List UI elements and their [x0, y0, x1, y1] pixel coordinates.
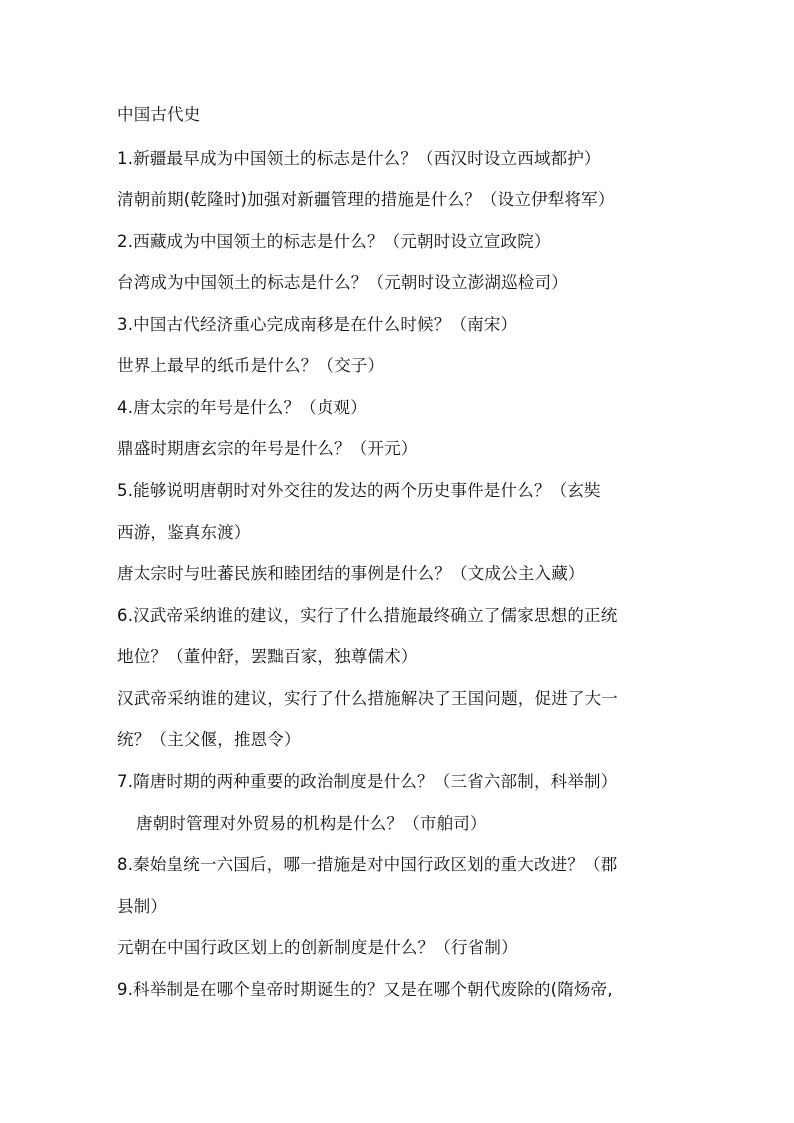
text-line: 清朝前期(乾隆时)加强对新疆管理的措施是什么？（设立伊犁将军）	[117, 190, 615, 209]
text-line: 4.唐太宗的年号是什么？（贞观）	[117, 398, 367, 417]
text-line: 汉武帝采纳谁的建议，实行了什么措施解决了王国问题，促进了大一	[117, 689, 618, 708]
text-line: 9.科举制是在哪个皇帝时期诞生的？又是在哪个朝代废除的(隋炀帝,	[117, 980, 613, 999]
text-line: 1.新疆最早成为中国领土的标志是什么？（西汉时设立西域都护）	[117, 149, 601, 168]
text-line: 世界上最早的纸币是什么？（交子）	[117, 356, 385, 375]
text-line: 3.中国古代经济重心完成南移是在什么时候？（南宋）	[117, 315, 518, 334]
text-line: 西游，鉴真东渡）	[117, 523, 251, 542]
text-line: 地位？（董仲舒，罢黜百家，独尊儒术）	[117, 647, 418, 666]
text-line: 台湾成为中国领土的标志是什么？（元朝时设立澎湖巡检司）	[117, 273, 568, 292]
text-line: 统？（主父偃，推恩令）	[117, 730, 301, 749]
page-title: 中国古代史	[117, 105, 201, 124]
text-line: 8.秦始皇统一六国后，哪一措施是对中国行政区划的重大改进？（郡	[117, 855, 618, 874]
text-line: 元朝在中国行政区划上的创新制度是什么？（行省制）	[117, 938, 518, 957]
text-line: 5.能够说明唐朝时对外交往的发达的两个历史事件是什么？（玄奘	[117, 481, 601, 500]
text-line: 县制）	[117, 897, 168, 916]
text-line: 7.隋唐时期的两种重要的政治制度是什么？（三省六部制，科举制）	[117, 772, 618, 791]
text-line: 唐太宗时与吐蕃民族和睦团结的事例是什么？（文成公主入藏）	[117, 564, 585, 583]
text-line: 6.汉武帝采纳谁的建议，实行了什么措施最终确立了儒家思想的正统	[117, 606, 618, 625]
text-line: 2.西藏成为中国领土的标志是什么？（元朝时设立宣政院）	[117, 232, 551, 251]
text-line: 唐朝时管理对外贸易的机构是什么？（市舶司）	[136, 814, 487, 833]
text-line: 鼎盛时期唐玄宗的年号是什么？（开元）	[117, 439, 418, 458]
